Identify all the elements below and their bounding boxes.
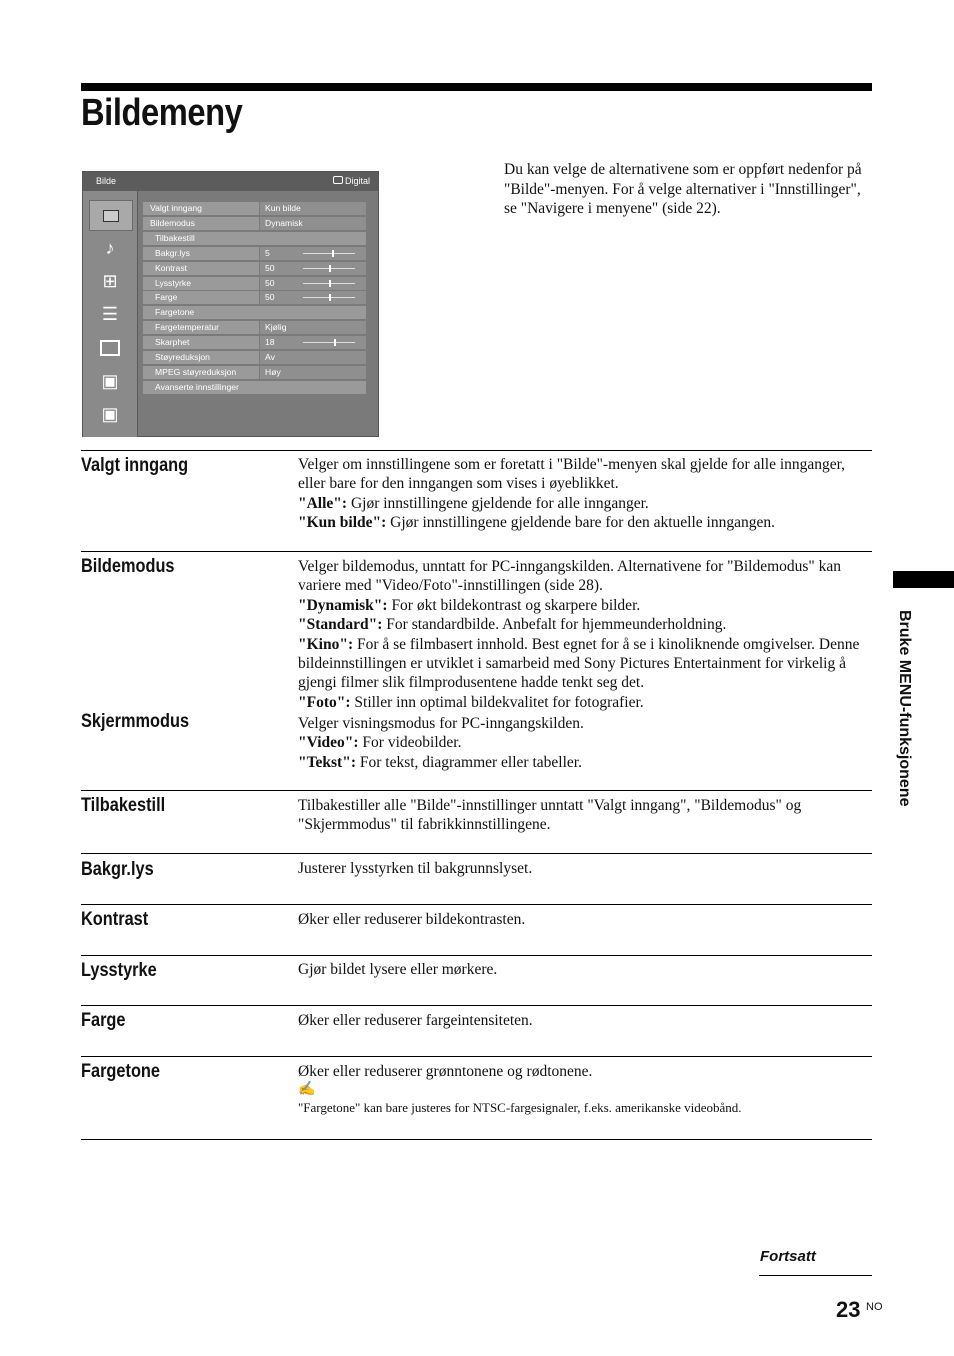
picture-icon [89, 200, 133, 231]
continued-label: Fortsatt [760, 1248, 816, 1265]
tv-menu-row-value: Kjølig [260, 321, 366, 334]
note-pencil-icon: ✍ [298, 1082, 316, 1098]
monitor-icon [89, 333, 131, 362]
tv-menu-row-value: 18 [260, 336, 366, 349]
intro-text: Du kan velge de alternativene som er oppført nedenfor på "Bilde"-menyen. For å velge alternativer i "Innstillinger", se "Navigere i menyene" (side 22). [504, 161, 862, 217]
option-key: "Video": [298, 734, 359, 752]
section-rule [81, 450, 872, 451]
term-fargetone: Fargetone [81, 1061, 160, 1082]
term-kontrast: Kontrast [81, 909, 149, 930]
tv-menu-slider-knob [329, 294, 331, 301]
tv-menu-row-value: 50 [260, 262, 366, 275]
term-tilbakestill: Tilbakestill [81, 795, 166, 816]
tv-menu-row-label: Kontrast [143, 262, 259, 275]
desc-tilbakestill: Tilbakestiller alle "Bilde"-innstillinger unntatt "Valgt inngang", "Bildemodus" og "Skjermmodus" til fabrikkinnstillingene. [298, 797, 802, 834]
tv-menu-row [143, 262, 366, 275]
desc-bakgrlys: Justerer lysstyrken til bakgrunnslyset. [298, 860, 533, 877]
option-key: "Tekst": [298, 753, 356, 771]
option-key: "Alle": [298, 494, 348, 512]
option-key: "Standard": [298, 616, 383, 634]
page-number: 23 [836, 1297, 861, 1322]
desc-farge: Øker eller reduserer fargeintensiteten. [298, 1012, 533, 1029]
section-rule [81, 790, 872, 791]
term-skjermmodus: Skjermmodus [81, 711, 190, 732]
tv-menu-row-label: Bakgr.lys [143, 247, 259, 260]
tv-menu-slider-knob [332, 250, 334, 257]
section-rule [81, 1139, 872, 1140]
tv-menu-slider-knob [329, 265, 331, 272]
term-bildemodus: Bildemodus [81, 556, 175, 577]
tv-menu-row-label: Tilbakestill [143, 232, 366, 245]
chapter-label [895, 610, 913, 830]
tv-menu-row [143, 291, 366, 304]
page-title: Bildemeny [81, 92, 243, 134]
section-rule [81, 853, 872, 854]
section-rule [81, 955, 872, 956]
tv-menu-slider-knob [329, 280, 331, 287]
tv-menu-row [143, 351, 366, 364]
option-key: "Kino": [298, 635, 354, 653]
option-key: "Foto": [298, 693, 351, 711]
tv-menu-row-value: 50 [260, 291, 366, 304]
desc-lysstyrke: Gjør bildet lysere eller mørkere. [298, 961, 498, 978]
tv-menu-row [143, 202, 366, 215]
tv-menu-row-label: Lysstyrke [143, 277, 259, 290]
page-language: NO [866, 1301, 883, 1313]
tv-menu-row [143, 336, 366, 349]
title-rule [81, 83, 872, 91]
digital-icon [333, 176, 343, 184]
tv-menu-source [333, 176, 370, 186]
tv-menu-row [143, 217, 366, 230]
tv-menu-row-value: Av [260, 351, 366, 364]
tv-menu-row [143, 366, 366, 379]
tv-menu-row-label: Bildemodus [143, 217, 259, 230]
tv-menu-row-label: Skarphet [143, 336, 259, 349]
section-rule [81, 551, 872, 552]
tv-menu-row-label: Fargetone [143, 306, 366, 319]
desc-kontrast: Øker eller reduserer bildekontrasten. [298, 911, 526, 928]
desc-text: Øker eller reduserer grønntonene og rødtonene. [298, 1063, 593, 1080]
desc-valgt-inngang [298, 455, 872, 533]
tv-menu-source-label: Digital [344, 176, 370, 186]
section-rule [81, 1005, 872, 1006]
option-text: For tekst, diagrammer eller tabeller. [355, 753, 582, 771]
term-bakgrlys: Bakgr.lys [81, 859, 154, 880]
term-valgt-inngang: Valgt inngang [81, 455, 189, 476]
desc-skjermmodus [298, 714, 872, 772]
tv-menu-row-value: 50 [260, 277, 366, 290]
setup-icon: ▣ [101, 370, 119, 391]
term-farge: Farge [81, 1010, 126, 1031]
tv-menu-row [143, 277, 366, 290]
tv-menu-header [83, 172, 378, 191]
tv-menu-row-label: Valgt inngang [143, 202, 259, 215]
tv-menu-row [143, 306, 366, 319]
option-text: Gjør innstillingene gjeldende for alle innganger. [347, 494, 649, 512]
option-text: Stiller inn optimal bildekvalitet for fotografier. [350, 693, 644, 711]
desc-text: Velger bildemodus, unntatt for PC-inngangskilden. Alternativene for "Bildemodus" kan variere med "Video/Foto"-innstillingen (side 28). [298, 558, 842, 595]
tv-menu-row-label: Støyreduksjon [143, 351, 259, 364]
tv-menu-row [143, 247, 366, 260]
continued-rule [759, 1275, 872, 1276]
tv-menu-row-label: Fargetemperatur [143, 321, 259, 334]
option-text: For videobilder. [358, 734, 462, 752]
music-note-icon: ♪ [105, 237, 115, 258]
section-rule [81, 904, 872, 905]
tv-menu-row-value: 5 [260, 247, 366, 260]
chapter-label-text: Bruke MENU-funksjonene [896, 610, 913, 807]
tv-menu-row-value: Kun bilde [260, 202, 366, 215]
desc-bildemodus [298, 557, 872, 712]
desc-text: Velger visningsmodus for PC-inngangskilden. [298, 715, 584, 732]
tv-menu-slider [303, 253, 355, 254]
chapter-tab [893, 571, 954, 588]
option-text: For standardbilde. Anbefalt for hjemmeunderholdning. [382, 616, 727, 634]
tv-menu-slider-knob [334, 339, 336, 346]
tv-menu-row-label: MPEG støyreduksjon [143, 366, 259, 379]
list-icon: ☰ [101, 303, 119, 324]
option-text: For økt bildekontrast og skarpere bilder. [387, 596, 641, 614]
pc-setup-icon: ▣ [101, 403, 119, 424]
tv-menu-sidebar [83, 191, 138, 437]
tv-menu-screenshot [82, 171, 379, 437]
tv-menu-row [143, 381, 366, 394]
section-rule [81, 1056, 872, 1057]
tv-menu-row-value: Dynamisk [260, 217, 366, 230]
option-text: For å se filmbasert innhold. Best egnet for å se i kinoliknende omgivelser. Denne bildeinnstillingen er utviklet i samarbeid med Sony Pictures Entertainment for virkelig å gjengi filmer slik filmprodusentene hadde tenkt seg det. [298, 635, 860, 692]
tv-menu-slider [303, 342, 355, 343]
desc-text: Velger om innstillingene som er foretatt i "Bilde"-menyen skal gjelde for alle innganger, eller bare for den inngangen som vises i øyeblikket. [298, 456, 846, 493]
option-text: Gjør innstillingene gjeldende bare for den aktuelle inngangen. [386, 514, 775, 532]
tv-menu-row-label: Farge [143, 291, 259, 304]
tv-menu-row [143, 232, 366, 245]
term-lysstyrke: Lysstyrke [81, 960, 157, 981]
note-text: "Fargetone" kan bare justeres for NTSC-fargesignaler, f.eks. amerikanske videobånd. [298, 1100, 742, 1116]
option-key: "Kun bilde": [298, 514, 387, 532]
desc-fargetone [298, 1062, 872, 1116]
tv-menu-row-value: Høy [260, 366, 366, 379]
tv-menu-title: Bilde [96, 176, 117, 186]
tv-menu-row [143, 321, 366, 334]
screen-grid-icon: ⊞ [102, 270, 118, 291]
tv-menu-row-label: Avanserte innstillinger [143, 381, 366, 394]
option-key: "Dynamisk": [298, 596, 388, 614]
